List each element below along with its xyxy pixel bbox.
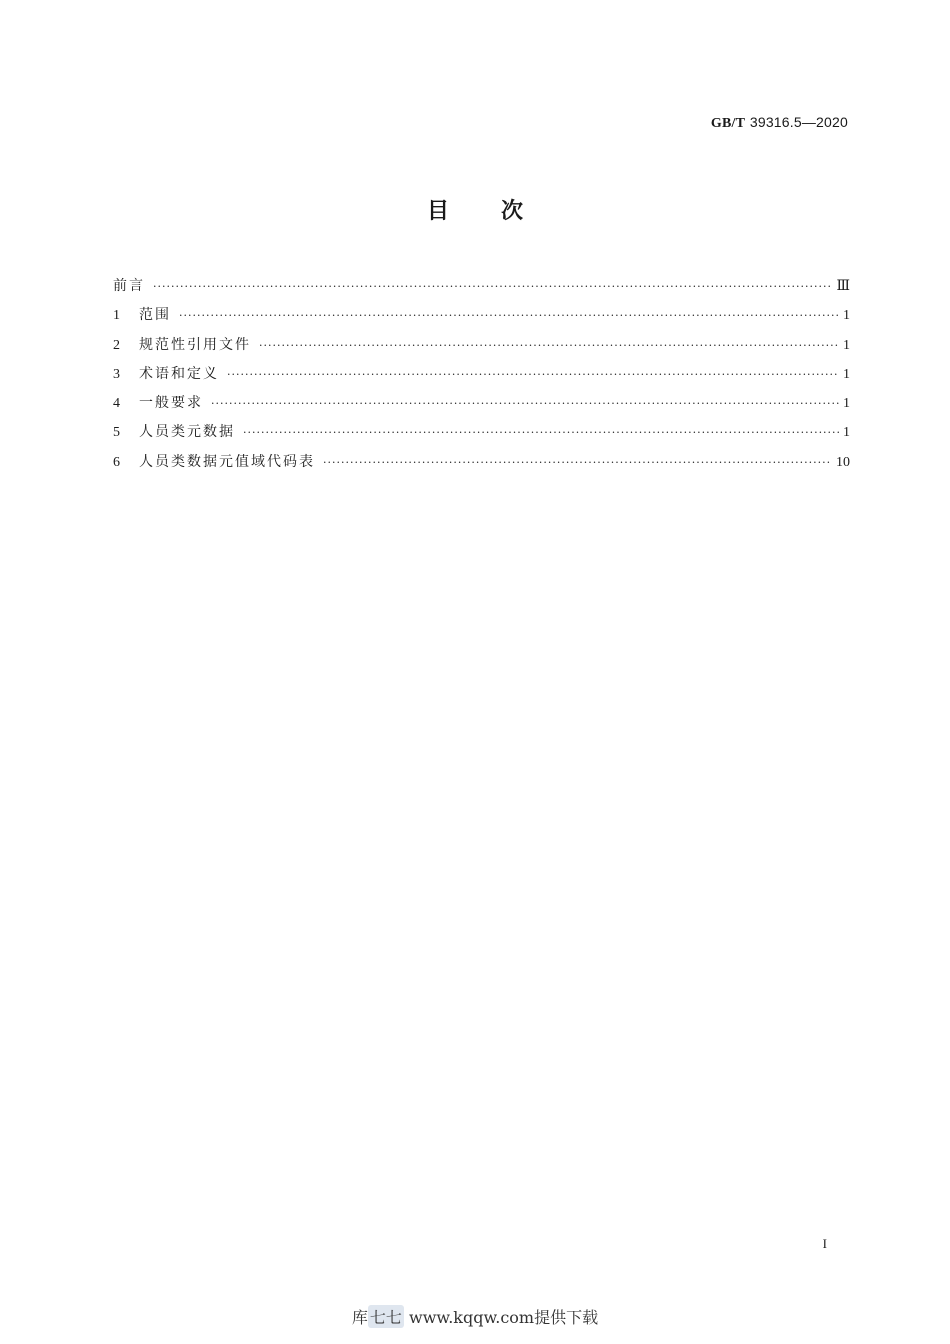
toc-entry-label: 人员类元数据 [139,424,235,441]
standard-prefix: GB/T [710,116,746,131]
toc-entry-label: 术语和定义 [139,365,219,382]
toc-entry-number: 1 [113,308,120,324]
toc-entry-page: 10 [836,454,850,470]
toc-entry-general-requirements[interactable] [113,389,850,418]
dot-leader [153,272,832,301]
toc-entry-scope[interactable] [113,301,850,330]
dot-leader [227,360,839,389]
standard-number: 39316.5—2020 [749,114,848,130]
site-name-prefix: 库 [351,1308,368,1327]
dot-leader [243,418,839,447]
toc-entry-number: 4 [113,396,120,412]
dot-leader [323,448,832,477]
table-of-contents [113,272,850,477]
toc-entry-page: 1 [843,337,850,353]
toc-entry-normative-references[interactable] [113,331,850,360]
toc-entry-terms-definitions[interactable] [113,360,850,389]
toc-entry-label: 一般要求 [139,395,203,412]
toc-entry-number: 3 [113,366,120,382]
toc-entry-label: 规范性引用文件 [139,336,251,353]
toc-entry-page: Ⅲ [836,279,850,294]
toc-entry-label: 人员类数据元值域代码表 [139,453,315,470]
toc-entry-value-domain-code-table[interactable] [113,448,850,477]
toc-entry-label: 前言 [113,278,145,294]
toc-entry-number: 2 [113,337,120,353]
dot-leader [179,301,839,330]
toc-entry-number: 6 [113,454,120,470]
download-footer [0,1305,950,1328]
toc-entry-page: 1 [843,396,850,412]
toc-entry-foreword[interactable] [113,272,850,301]
site-logo-mark: 七七 [368,1305,404,1328]
toc-entry-number: 5 [113,425,120,441]
toc-entry-page: 1 [843,425,850,441]
dot-leader [211,389,839,418]
standard-code [711,114,848,132]
toc-entry-label: 范围 [139,307,171,324]
page-number: I [822,1236,827,1251]
toc-entry-page: 1 [843,366,850,382]
site-url-link[interactable]: www.kqqw.com提供下载 [409,1308,599,1327]
toc-title: 目次 [426,199,575,224]
toc-entry-personnel-metadata[interactable] [113,418,850,447]
toc-entry-page: 1 [843,308,850,324]
dot-leader [259,331,839,360]
